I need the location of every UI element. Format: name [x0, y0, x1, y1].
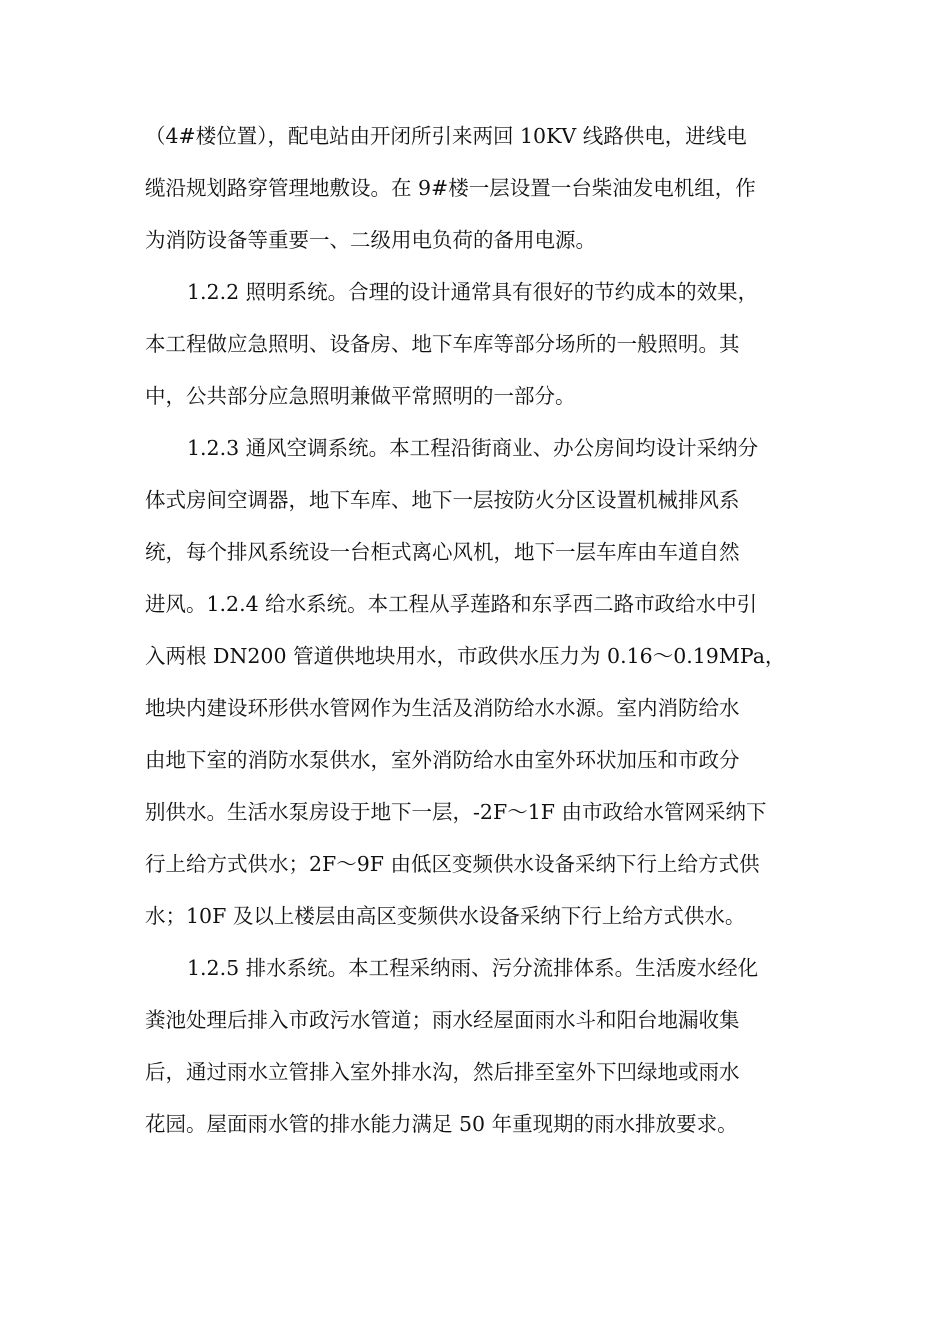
- text-line: 别供水。生活水泵房设于地下一层，-2F～1F 由市政给水管网采纳下: [145, 800, 767, 824]
- text-line: （4#楼位置），配电站由开闭所引来两回 10KV 线路供电，进线电: [145, 124, 747, 148]
- text-line: 统，每个排风系统设一台柜式离心风机，地下一层车库由车道自然: [145, 540, 740, 564]
- text-line: 地块内建设环形供水管网作为生活及消防给水水源。室内消防给水: [145, 696, 740, 720]
- text-line: 由地下室的消防水泵供水，室外消防给水由室外环状加压和市政分: [145, 748, 740, 772]
- text-line: 缆沿规划路穿管理地敷设。在 9#楼一层设置一台柴油发电机组，作: [145, 176, 756, 200]
- text-line: 中，公共部分应急照明兼做平常照明的一部分。: [145, 384, 576, 408]
- section-heading-line: 1.2.3 通风空调系统。本工程沿街商业、办公房间均设计采纳分: [187, 436, 759, 460]
- text-line: 水；10F 及以上楼层由高区变频供水设备采纳下行上给方式供水。: [145, 904, 746, 928]
- text-line: 入两根 DN200 管道供地块用水，市政供水压力为 0.16～0.19MPa，: [145, 644, 786, 668]
- text-line: 进风。1.2.4 给水系统。本工程从孚莲路和东孚西二路市政给水中引: [145, 592, 758, 616]
- text-line: 行上给方式供水；2F～9F 由低区变频供水设备采纳下行上给方式供: [145, 852, 760, 876]
- text-line: 体式房间空调器，地下车库、地下一层按防火分区设置机械排风系: [145, 488, 740, 512]
- text-line: 粪池处理后排入市政污水管道；雨水经屋面雨水斗和阳台地漏收集: [145, 1008, 740, 1032]
- section-heading-line: 1.2.5 排水系统。本工程采纳雨、污分流排体系。生活废水经化: [187, 956, 759, 980]
- section-heading-line: 1.2.2 照明系统。合理的设计通常具有很好的节约成本的效果，: [187, 280, 759, 304]
- text-line: 为消防设备等重要一、二级用电负荷的备用电源。: [145, 228, 596, 252]
- text-line: 后，通过雨水立管排入室外排水沟，然后排至室外下凹绿地或雨水: [145, 1060, 740, 1084]
- text-line: 本工程做应急照明、设备房、地下车库等部分场所的一般照明。其: [145, 332, 740, 356]
- body-text: [145, 110, 805, 1150]
- text-line: 花园。屋面雨水管的排水能力满足 50 年重现期的雨水排放要求。: [145, 1112, 738, 1136]
